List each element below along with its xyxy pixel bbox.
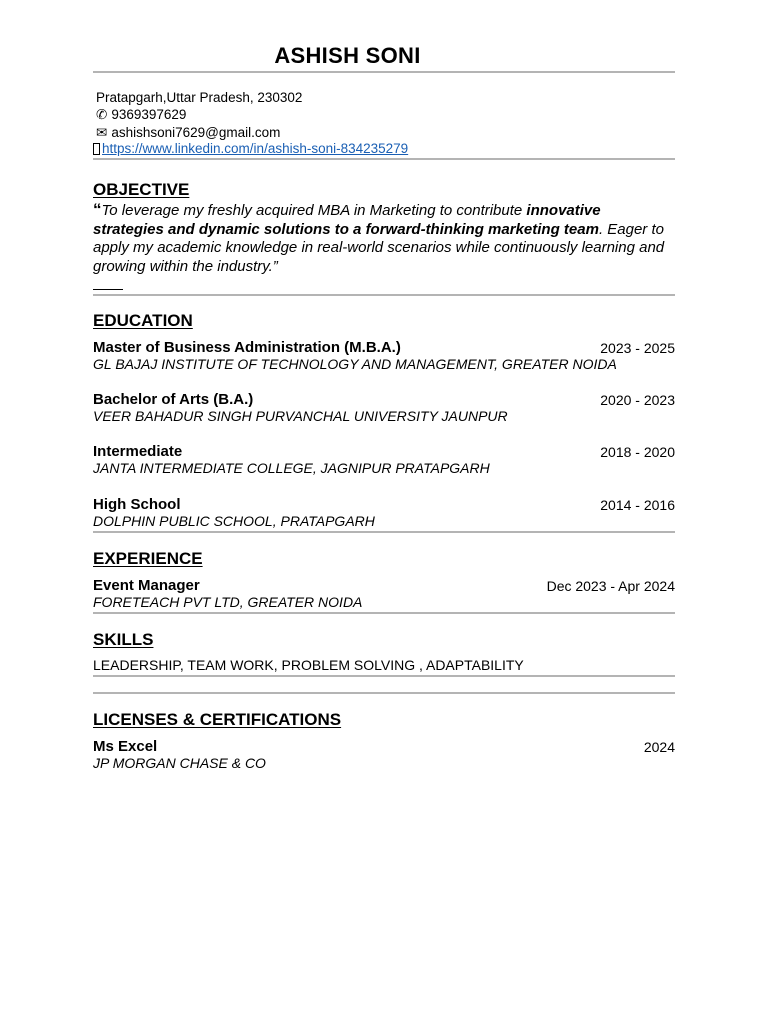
institution-name: DOLPHIN PUBLIC SCHOOL, PRATAPGARH (93, 513, 375, 529)
skills-divider (93, 675, 675, 677)
education-divider (93, 531, 675, 533)
degree-title: Intermediate (93, 443, 183, 460)
degree-title: Master of Business Administration (M.B.A.) (93, 339, 401, 356)
degree-years: 2014 - 2016 (600, 497, 675, 513)
job-title: Event Manager (93, 577, 200, 594)
certifications-top-divider (93, 692, 675, 694)
objective-part1: To leverage my freshly acquired MBA in Marketing to contribute (101, 202, 527, 219)
degree-years: 2020 - 2023 (600, 392, 675, 408)
education-item (93, 391, 675, 424)
address-text: Pratapgarh,Uttar Pradesh, 230302 (96, 90, 303, 105)
institution-name: JANTA INTERMEDIATE COLLEGE, JAGNIPUR PRATAPGARH (93, 460, 490, 476)
skills-heading: SKILLS (93, 630, 154, 649)
certification-issuer: JP MORGAN CHASE & CO (93, 755, 266, 771)
email-text: ashishsoni7629@gmail.com (111, 125, 281, 140)
certifications-heading: LICENSES & CERTIFICATIONS (93, 710, 342, 729)
missing-glyph-icon (93, 143, 100, 155)
objective-open-quote: “ (93, 200, 102, 219)
contact-divider (93, 158, 675, 160)
envelope-icon: ✉ (96, 125, 108, 140)
degree-years: 2018 - 2020 (600, 444, 675, 460)
experience-heading: EXPERIENCE (93, 549, 203, 568)
education-item (93, 339, 675, 372)
phone-icon: ✆ (96, 107, 108, 122)
certification-item (93, 738, 675, 771)
linkedin-link[interactable]: https://www.linkedin.com/in/ashish-soni-834235279 (102, 141, 409, 156)
education-item (93, 496, 675, 529)
experience-divider (93, 612, 675, 614)
phone-line (96, 106, 186, 123)
institution-name: VEER BAHADUR SINGH PURVANCHAL UNIVERSITY JAUNPUR (93, 408, 508, 424)
header-divider (93, 71, 675, 73)
candidate-name: ASHISH SONI (274, 43, 421, 68)
certification-title: Ms Excel (93, 738, 158, 755)
address-line (96, 89, 302, 106)
degree-title: High School (93, 496, 181, 513)
objective-text (93, 201, 675, 276)
certification-year: 2024 (643, 739, 675, 755)
objective-divider (93, 294, 675, 296)
objective-heading: OBJECTIVE (93, 180, 190, 199)
degree-title: Bachelor of Arts (B.A.) (93, 391, 254, 408)
education-item (93, 443, 675, 476)
degree-years: 2023 - 2025 (600, 340, 675, 356)
objective-bold: innovative strategies and dynamic solutions to a forward-thinking marketing team (93, 202, 601, 238)
phone-text: 9369397629 (111, 107, 187, 122)
skills-list: LEADERSHIP, TEAM WORK, PROBLEM SOLVING , ADAPTABILITY (93, 657, 524, 673)
experience-item (93, 577, 675, 610)
job-dates: Dec 2023 - Apr 2024 (546, 578, 675, 594)
linkedin-line (93, 140, 408, 157)
objective-part2: . Eager to apply my academic knowledge in real-world scenarios while continuously learning and growing within the industry.” (93, 220, 665, 275)
education-heading: EDUCATION (93, 311, 193, 330)
objective-underscore (93, 289, 123, 290)
institution-name: GL BAJAJ INSTITUTE OF TECHNOLOGY AND MANAGEMENT, GREATER NOIDA (93, 356, 617, 372)
company-name: FORETEACH PVT LTD, GREATER NOIDA (93, 594, 363, 610)
email-line (96, 124, 280, 141)
